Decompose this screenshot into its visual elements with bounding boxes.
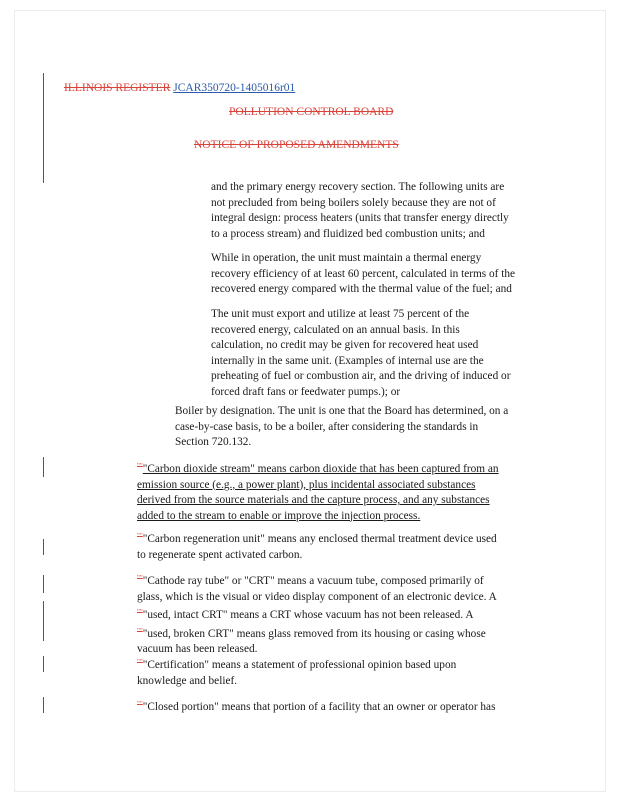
text-line: integral design: process heaters (units that transfer energy directly [211,212,509,224]
change-bar [43,575,44,593]
text-line: """Closed portion" means that portion of a facility that an owner or operator has [137,700,496,713]
text-line: derived from the source materials and the capture process, and any substances [137,494,490,506]
text-line: """Certification" means a statement of professional opinion based upon [137,658,457,671]
deleted-quote-mark: "" [137,574,143,582]
text-line: recovered energy, calculated on an annual basis. In this [211,323,460,336]
text-line: recovered energy compared with the thermal value of the fuel; and [211,283,512,295]
text-line: not precluded from being boilers solely because they are not of [211,196,496,209]
change-bar [43,656,44,672]
text-line: and the primary energy recovery section. The following units are [211,181,505,193]
deleted-quote-mark: "" [137,532,143,540]
text-line: Boiler by designation. The unit is one that the Board has determined, on a [175,405,509,417]
text-line: calculation, no credit may be given for recovered heat used [211,339,479,351]
text-line: recovery efficiency of at least 60 percent, calculated in terms of the [211,267,516,280]
change-bar [43,697,44,713]
definition-certification [137,655,456,689]
paragraph-energy-recovery [211,180,509,242]
text-line: preheating of fuel or combustion air, and the driving of induced or [211,370,511,382]
document-page [14,10,606,792]
text-line: vacuum has been released. [137,643,258,655]
text-line [137,459,499,478]
text-line: While in operation, the unit must maintain a thermal energy [211,252,482,264]
definition-carbon-dioxide-stream [137,459,499,524]
register-header [64,82,295,94]
text-line: emission source (e.g., a power plant), plus incidental associated substances [137,478,476,491]
text-line: to regenerate spent activated carbon. [137,548,303,561]
board-header: POLLUTION CONTROL BOARD [229,106,394,118]
text-line: """used, broken CRT" means glass removed from its housing or casing whose [137,626,486,640]
paragraph-boiler-designation [175,404,508,451]
deleted-quote-mark: "" [137,462,143,470]
inserted-text: "Carbon dioxide stream" means carbon dioxide that has been captured from an [142,463,499,475]
deleted-quote-mark: "" [137,700,143,708]
text-line: glass, which is the visual or video display component of an electronic device. A [137,590,497,603]
change-bar [43,601,44,641]
text-line: The unit must export and utilize at least 75 percent of the [211,308,470,320]
text-line: case-by-case basis, to be a boiler, after considering the standards in [175,420,479,433]
register-deleted: ILLINOIS REGISTER [64,82,171,94]
text-line: knowledge and belief. [137,674,238,687]
change-bar [43,73,44,183]
paragraph-thermal-efficiency [211,251,515,298]
text-line: to a process stream) and fluidized bed combustion units; and [211,227,485,240]
text-line: internally in the same unit. (Examples of internal use are the [211,354,484,367]
definition-cathode-ray-tube [137,571,497,658]
text-line: """Carbon regeneration unit" means any enclosed thermal treatment device used [137,532,497,545]
text-line: """used, intact CRT" means a CRT whose vacuum has not been released. A [137,608,474,621]
text-line: Section 720.132. [175,436,252,448]
definition-carbon-regeneration-unit [137,529,497,563]
text-line: forced draft fans or feedwater pumps.); or [211,385,401,398]
text-line: """Cathode ray tube" or "CRT" means a vacuum tube, composed primarily of [137,574,484,587]
paragraph-export-energy [211,307,510,400]
definition-closed-portion [137,697,495,716]
change-bar [43,457,44,477]
deleted-quote-mark: "" [137,608,143,616]
change-bar [43,539,44,555]
deleted-quote-mark: "" [137,658,143,666]
register-inserted: JCAR350720-1405016r01 [173,82,296,94]
deleted-quote-mark: "" [137,626,143,635]
text-line: added to the stream to enable or improve the injection process. [137,509,421,522]
notice-header: NOTICE OF PROPOSED AMENDMENTS [194,139,399,151]
